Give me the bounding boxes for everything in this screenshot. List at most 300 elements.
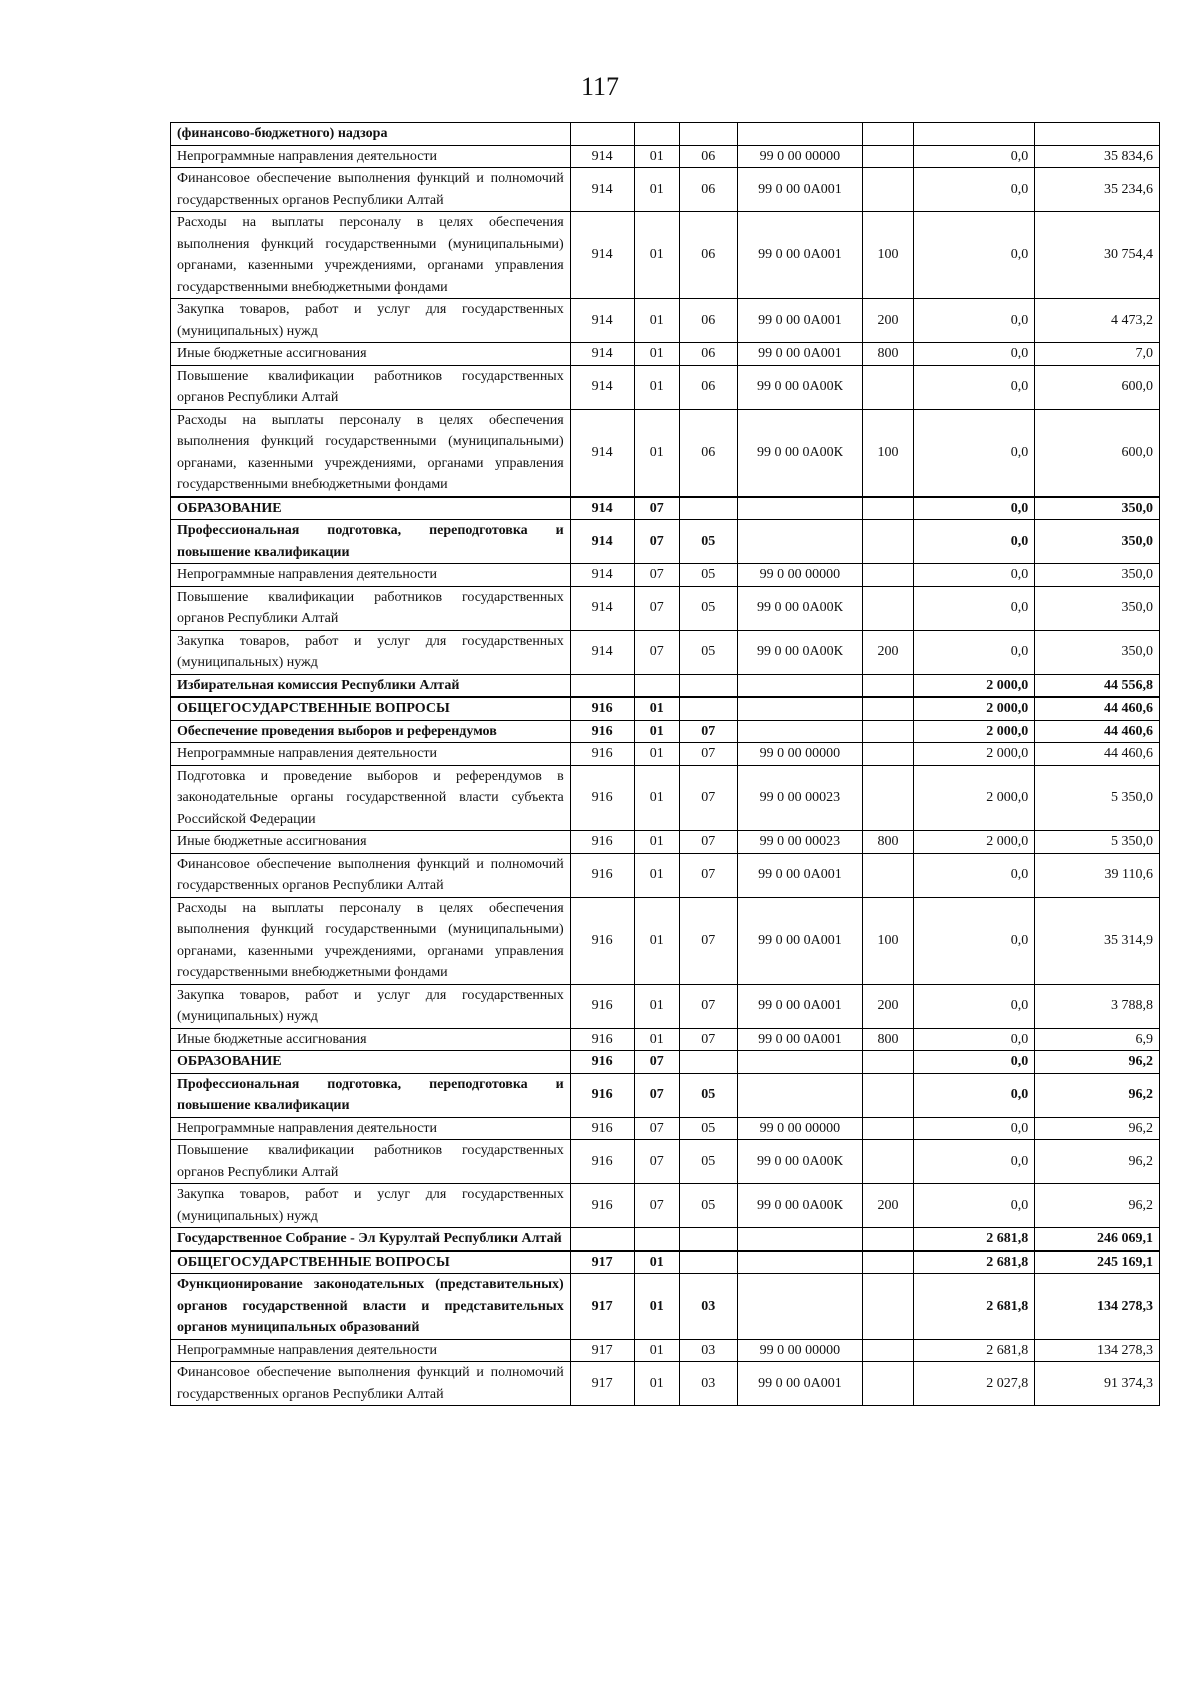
section-code xyxy=(634,123,679,146)
amount-1: 0,0 xyxy=(913,630,1035,674)
amount-2: 7,0 xyxy=(1035,343,1160,366)
ved-code xyxy=(570,1228,634,1251)
subsection-code: 03 xyxy=(679,1362,737,1406)
section-code: 01 xyxy=(634,343,679,366)
amount-1: 2 000,0 xyxy=(913,720,1035,743)
table-row xyxy=(171,674,1160,697)
row-name: Профессиональная подготовка, переподготовка и повышение квалификации xyxy=(171,520,571,564)
section-code: 01 xyxy=(634,1251,679,1274)
target-article-code: 99 0 00 0А001 xyxy=(737,984,863,1028)
table-row xyxy=(171,123,1160,146)
section-code: 01 xyxy=(634,743,679,766)
section-code: 07 xyxy=(634,1073,679,1117)
expense-type-code: 200 xyxy=(863,299,913,343)
subsection-code xyxy=(679,697,737,720)
target-article-code: 99 0 00 0А00К xyxy=(737,586,863,630)
table-row xyxy=(171,1117,1160,1140)
row-name: ОБРАЗОВАНИЕ xyxy=(171,497,571,520)
amount-1: 0,0 xyxy=(913,1028,1035,1051)
row-name: Непрограммные направления деятельности xyxy=(171,743,571,766)
subsection-code: 05 xyxy=(679,1140,737,1184)
ved-code: 916 xyxy=(570,697,634,720)
table-row xyxy=(171,145,1160,168)
section-code: 01 xyxy=(634,720,679,743)
subsection-code: 06 xyxy=(679,365,737,409)
expense-type-code xyxy=(863,720,913,743)
section-code: 07 xyxy=(634,497,679,520)
target-article-code: 99 0 00 00000 xyxy=(737,1339,863,1362)
row-name: Финансовое обеспечение выполнения функций и полномочий государственных органов Республики Алтай xyxy=(171,853,571,897)
section-code: 01 xyxy=(634,299,679,343)
amount-2: 246 069,1 xyxy=(1035,1228,1160,1251)
ved-code: 914 xyxy=(570,145,634,168)
row-name: Иные бюджетные ассигнования xyxy=(171,831,571,854)
amount-1: 0,0 xyxy=(913,168,1035,212)
target-article-code: 99 0 00 0А001 xyxy=(737,212,863,299)
row-name: Государственное Собрание - Эл Курултай Республики Алтай xyxy=(171,1228,571,1251)
table-row xyxy=(171,1028,1160,1051)
ved-code: 917 xyxy=(570,1362,634,1406)
table-row xyxy=(171,168,1160,212)
target-article-code: 99 0 00 0А001 xyxy=(737,853,863,897)
table-row xyxy=(171,743,1160,766)
target-article-code: 99 0 00 0А001 xyxy=(737,343,863,366)
row-name: ОБРАЗОВАНИЕ xyxy=(171,1051,571,1074)
amount-2: 600,0 xyxy=(1035,409,1160,497)
amount-2: 4 473,2 xyxy=(1035,299,1160,343)
target-article-code: 99 0 00 0А00К xyxy=(737,365,863,409)
section-code: 01 xyxy=(634,1028,679,1051)
section-code: 07 xyxy=(634,1140,679,1184)
amount-2: 6,9 xyxy=(1035,1028,1160,1051)
expense-type-code xyxy=(863,1339,913,1362)
section-code: 01 xyxy=(634,365,679,409)
section-code: 07 xyxy=(634,586,679,630)
subsection-code: 07 xyxy=(679,984,737,1028)
row-name: Финансовое обеспечение выполнения функций и полномочий государственных органов Республики Алтай xyxy=(171,168,571,212)
budget-table xyxy=(170,122,1160,1406)
row-name: Иные бюджетные ассигнования xyxy=(171,1028,571,1051)
expense-type-code xyxy=(863,145,913,168)
amount-1: 2 000,0 xyxy=(913,765,1035,831)
subsection-code: 05 xyxy=(679,1073,737,1117)
subsection-code: 06 xyxy=(679,299,737,343)
target-article-code xyxy=(737,497,863,520)
ved-code: 916 xyxy=(570,897,634,984)
amount-2: 134 278,3 xyxy=(1035,1274,1160,1340)
table-row xyxy=(171,1228,1160,1251)
target-article-code: 99 0 00 0А001 xyxy=(737,897,863,984)
section-code: 01 xyxy=(634,212,679,299)
expense-type-code xyxy=(863,853,913,897)
section-code xyxy=(634,1228,679,1251)
row-name: Закупка товаров, работ и услуг для государственных (муниципальных) нужд xyxy=(171,984,571,1028)
target-article-code xyxy=(737,123,863,146)
section-code: 01 xyxy=(634,897,679,984)
amount-2: 350,0 xyxy=(1035,497,1160,520)
amount-1: 2 027,8 xyxy=(913,1362,1035,1406)
section-code: 07 xyxy=(634,1117,679,1140)
target-article-code: 99 0 00 00000 xyxy=(737,1117,863,1140)
expense-type-code xyxy=(863,1140,913,1184)
expense-type-code xyxy=(863,697,913,720)
table-row xyxy=(171,409,1160,497)
amount-2: 35 234,6 xyxy=(1035,168,1160,212)
amount-2: 44 556,8 xyxy=(1035,674,1160,697)
amount-1: 0,0 xyxy=(913,299,1035,343)
subsection-code xyxy=(679,1228,737,1251)
amount-2: 96,2 xyxy=(1035,1140,1160,1184)
subsection-code: 07 xyxy=(679,720,737,743)
table-row xyxy=(171,1362,1160,1406)
amount-2: 91 374,3 xyxy=(1035,1362,1160,1406)
subsection-code: 06 xyxy=(679,343,737,366)
subsection-code: 05 xyxy=(679,1117,737,1140)
budget-table-body xyxy=(171,123,1160,1406)
amount-1: 0,0 xyxy=(913,897,1035,984)
subsection-code: 06 xyxy=(679,168,737,212)
ved-code: 914 xyxy=(570,409,634,497)
expense-type-code xyxy=(863,1362,913,1406)
ved-code: 916 xyxy=(570,984,634,1028)
expense-type-code xyxy=(863,1117,913,1140)
amount-2: 600,0 xyxy=(1035,365,1160,409)
amount-2: 39 110,6 xyxy=(1035,853,1160,897)
table-row xyxy=(171,765,1160,831)
table-row xyxy=(171,299,1160,343)
ved-code: 916 xyxy=(570,1051,634,1074)
target-article-code: 99 0 00 0А00К xyxy=(737,409,863,497)
ved-code: 916 xyxy=(570,1140,634,1184)
amount-1: 0,0 xyxy=(913,343,1035,366)
expense-type-code xyxy=(863,123,913,146)
section-code: 01 xyxy=(634,984,679,1028)
target-article-code xyxy=(737,1251,863,1274)
subsection-code: 06 xyxy=(679,409,737,497)
ved-code: 914 xyxy=(570,586,634,630)
row-name: Непрограммные направления деятельности xyxy=(171,145,571,168)
expense-type-code xyxy=(863,1228,913,1251)
target-article-code xyxy=(737,1073,863,1117)
amount-1: 2 000,0 xyxy=(913,674,1035,697)
expense-type-code xyxy=(863,564,913,587)
row-name: Подготовка и проведение выборов и референдумов в законодательные органы государственной власти субъекта Российской Федерации xyxy=(171,765,571,831)
expense-type-code xyxy=(863,1073,913,1117)
table-row xyxy=(171,853,1160,897)
ved-code: 914 xyxy=(570,299,634,343)
subsection-code: 03 xyxy=(679,1339,737,1362)
amount-2: 245 169,1 xyxy=(1035,1251,1160,1274)
row-name: Функционирование законодательных (представительных) органов государственной власти и представительных органов муниципальных образований xyxy=(171,1274,571,1340)
expense-type-code xyxy=(863,1251,913,1274)
subsection-code: 07 xyxy=(679,831,737,854)
amount-2: 350,0 xyxy=(1035,564,1160,587)
section-code xyxy=(634,674,679,697)
target-article-code: 99 0 00 0А001 xyxy=(737,1362,863,1406)
section-code: 01 xyxy=(634,1274,679,1340)
subsection-code: 05 xyxy=(679,586,737,630)
target-article-code: 99 0 00 0А001 xyxy=(737,168,863,212)
row-name: Расходы на выплаты персоналу в целях обеспечения выполнения функций государственными (муниципальными) органами, казенными учреждениями, органами управления государственными внебюджетными фондами xyxy=(171,897,571,984)
amount-1: 0,0 xyxy=(913,1051,1035,1074)
expense-type-code: 100 xyxy=(863,212,913,299)
ved-code: 916 xyxy=(570,743,634,766)
ved-code: 916 xyxy=(570,1028,634,1051)
table-row xyxy=(171,212,1160,299)
amount-2: 96,2 xyxy=(1035,1117,1160,1140)
table-row xyxy=(171,520,1160,564)
ved-code: 914 xyxy=(570,365,634,409)
subsection-code: 05 xyxy=(679,630,737,674)
amount-1: 0,0 xyxy=(913,586,1035,630)
section-code: 01 xyxy=(634,831,679,854)
amount-2: 44 460,6 xyxy=(1035,743,1160,766)
amount-1: 2 000,0 xyxy=(913,743,1035,766)
expense-type-code xyxy=(863,365,913,409)
ved-code: 916 xyxy=(570,831,634,854)
amount-1: 0,0 xyxy=(913,1117,1035,1140)
amount-1: 2 000,0 xyxy=(913,697,1035,720)
table-row xyxy=(171,831,1160,854)
amount-1: 0,0 xyxy=(913,145,1035,168)
table-row xyxy=(171,1339,1160,1362)
amount-1: 0,0 xyxy=(913,497,1035,520)
amount-2: 96,2 xyxy=(1035,1184,1160,1228)
ved-code: 916 xyxy=(570,1073,634,1117)
section-code: 01 xyxy=(634,765,679,831)
subsection-code xyxy=(679,1051,737,1074)
section-code: 01 xyxy=(634,853,679,897)
row-name: Закупка товаров, работ и услуг для государственных (муниципальных) нужд xyxy=(171,1184,571,1228)
amount-1: 0,0 xyxy=(913,564,1035,587)
target-article-code: 99 0 00 00023 xyxy=(737,765,863,831)
row-name: Непрограммные направления деятельности xyxy=(171,1117,571,1140)
target-article-code: 99 0 00 00000 xyxy=(737,564,863,587)
amount-1: 0,0 xyxy=(913,409,1035,497)
section-code: 07 xyxy=(634,1051,679,1074)
expense-type-code xyxy=(863,674,913,697)
expense-type-code: 800 xyxy=(863,1028,913,1051)
page-number: 117 xyxy=(580,72,620,101)
expense-type-code: 200 xyxy=(863,984,913,1028)
row-name: Закупка товаров, работ и услуг для государственных (муниципальных) нужд xyxy=(171,299,571,343)
target-article-code xyxy=(737,1228,863,1251)
amount-1: 2 681,8 xyxy=(913,1339,1035,1362)
subsection-code xyxy=(679,674,737,697)
target-article-code: 99 0 00 00000 xyxy=(737,145,863,168)
section-code: 01 xyxy=(634,145,679,168)
amount-1: 0,0 xyxy=(913,520,1035,564)
expense-type-code: 200 xyxy=(863,630,913,674)
expense-type-code: 800 xyxy=(863,831,913,854)
amount-1: 0,0 xyxy=(913,212,1035,299)
expense-type-code xyxy=(863,1051,913,1074)
expense-type-code xyxy=(863,520,913,564)
target-article-code xyxy=(737,674,863,697)
amount-1 xyxy=(913,123,1035,146)
table-row xyxy=(171,343,1160,366)
row-name: Закупка товаров, работ и услуг для государственных (муниципальных) нужд xyxy=(171,630,571,674)
table-row xyxy=(171,1274,1160,1340)
target-article-code xyxy=(737,520,863,564)
table-row xyxy=(171,497,1160,520)
ved-code: 914 xyxy=(570,168,634,212)
target-article-code: 99 0 00 0А001 xyxy=(737,1028,863,1051)
ved-code: 914 xyxy=(570,212,634,299)
amount-1: 0,0 xyxy=(913,1073,1035,1117)
amount-2 xyxy=(1035,123,1160,146)
ved-code: 916 xyxy=(570,765,634,831)
amount-1: 2 000,0 xyxy=(913,831,1035,854)
subsection-code: 07 xyxy=(679,853,737,897)
section-code: 01 xyxy=(634,1362,679,1406)
table-row xyxy=(171,1140,1160,1184)
amount-2: 44 460,6 xyxy=(1035,697,1160,720)
table-row xyxy=(171,897,1160,984)
target-article-code: 99 0 00 0А00К xyxy=(737,1184,863,1228)
section-code: 01 xyxy=(634,1339,679,1362)
amount-1: 0,0 xyxy=(913,365,1035,409)
expense-type-code: 200 xyxy=(863,1184,913,1228)
row-name: Обеспечение проведения выборов и референдумов xyxy=(171,720,571,743)
ved-code xyxy=(570,674,634,697)
section-code: 07 xyxy=(634,520,679,564)
ved-code: 914 xyxy=(570,564,634,587)
row-name: Повышение квалификации работников государственных органов Республики Алтай xyxy=(171,1140,571,1184)
amount-1: 2 681,8 xyxy=(913,1228,1035,1251)
row-name: Финансовое обеспечение выполнения функций и полномочий государственных органов Республики Алтай xyxy=(171,1362,571,1406)
subsection-code xyxy=(679,123,737,146)
amount-2: 350,0 xyxy=(1035,630,1160,674)
section-code: 07 xyxy=(634,564,679,587)
row-name: Избирательная комиссия Республики Алтай xyxy=(171,674,571,697)
expense-type-code xyxy=(863,168,913,212)
expense-type-code xyxy=(863,765,913,831)
row-name: Иные бюджетные ассигнования xyxy=(171,343,571,366)
table-row xyxy=(171,365,1160,409)
subsection-code: 07 xyxy=(679,897,737,984)
section-code: 07 xyxy=(634,1184,679,1228)
amount-1: 0,0 xyxy=(913,984,1035,1028)
subsection-code: 07 xyxy=(679,743,737,766)
ved-code xyxy=(570,123,634,146)
target-article-code xyxy=(737,1051,863,1074)
table-row xyxy=(171,984,1160,1028)
amount-2: 30 754,4 xyxy=(1035,212,1160,299)
section-code: 07 xyxy=(634,630,679,674)
expense-type-code: 100 xyxy=(863,897,913,984)
row-name: (финансово-бюджетного) надзора xyxy=(171,123,571,146)
subsection-code: 03 xyxy=(679,1274,737,1340)
amount-1: 0,0 xyxy=(913,853,1035,897)
amount-2: 350,0 xyxy=(1035,586,1160,630)
amount-2: 134 278,3 xyxy=(1035,1339,1160,1362)
target-article-code xyxy=(737,720,863,743)
ved-code: 914 xyxy=(570,497,634,520)
table-row xyxy=(171,1251,1160,1274)
amount-1: 0,0 xyxy=(913,1184,1035,1228)
amount-2: 35 834,6 xyxy=(1035,145,1160,168)
subsection-code: 05 xyxy=(679,1184,737,1228)
amount-1: 2 681,8 xyxy=(913,1274,1035,1340)
subsection-code: 07 xyxy=(679,1028,737,1051)
row-name: Непрограммные направления деятельности xyxy=(171,564,571,587)
row-name: Повышение квалификации работников государственных органов Республики Алтай xyxy=(171,586,571,630)
row-name: Непрограммные направления деятельности xyxy=(171,1339,571,1362)
ved-code: 914 xyxy=(570,630,634,674)
row-name: Расходы на выплаты персоналу в целях обеспечения выполнения функций государственными (муниципальными) органами, казенными учреждениями, органами управления государственными внебюджетными фондами xyxy=(171,212,571,299)
subsection-code: 06 xyxy=(679,212,737,299)
ved-code: 917 xyxy=(570,1274,634,1340)
ved-code: 917 xyxy=(570,1339,634,1362)
ved-code: 917 xyxy=(570,1251,634,1274)
subsection-code: 05 xyxy=(679,564,737,587)
table-row xyxy=(171,1051,1160,1074)
amount-2: 5 350,0 xyxy=(1035,765,1160,831)
ved-code: 916 xyxy=(570,1117,634,1140)
target-article-code xyxy=(737,697,863,720)
amount-2: 44 460,6 xyxy=(1035,720,1160,743)
subsection-code: 07 xyxy=(679,765,737,831)
ved-code: 914 xyxy=(570,520,634,564)
table-row xyxy=(171,1184,1160,1228)
expense-type-code: 800 xyxy=(863,343,913,366)
target-article-code: 99 0 00 0А001 xyxy=(737,299,863,343)
table-row xyxy=(171,697,1160,720)
amount-1: 2 681,8 xyxy=(913,1251,1035,1274)
table-row xyxy=(171,564,1160,587)
expense-type-code xyxy=(863,1274,913,1340)
target-article-code: 99 0 00 0А00К xyxy=(737,1140,863,1184)
amount-2: 96,2 xyxy=(1035,1051,1160,1074)
row-name: ОБЩЕГОСУДАРСТВЕННЫЕ ВОПРОСЫ xyxy=(171,1251,571,1274)
row-name: Повышение квалификации работников государственных органов Республики Алтай xyxy=(171,365,571,409)
table-row xyxy=(171,630,1160,674)
amount-2: 3 788,8 xyxy=(1035,984,1160,1028)
subsection-code: 06 xyxy=(679,145,737,168)
table-row xyxy=(171,720,1160,743)
section-code: 01 xyxy=(634,168,679,212)
expense-type-code xyxy=(863,743,913,766)
row-name: ОБЩЕГОСУДАРСТВЕННЫЕ ВОПРОСЫ xyxy=(171,697,571,720)
table-row xyxy=(171,586,1160,630)
target-article-code: 99 0 00 0А00К xyxy=(737,630,863,674)
subsection-code xyxy=(679,1251,737,1274)
row-name: Расходы на выплаты персоналу в целях обеспечения выполнения функций государственными (муниципальными) органами, казенными учреждениями, органами управления государственными внебюджетными фондами xyxy=(171,409,571,497)
ved-code: 916 xyxy=(570,1184,634,1228)
ved-code: 914 xyxy=(570,343,634,366)
ved-code: 916 xyxy=(570,853,634,897)
row-name: Профессиональная подготовка, переподготовка и повышение квалификации xyxy=(171,1073,571,1117)
expense-type-code: 100 xyxy=(863,409,913,497)
section-code: 01 xyxy=(634,697,679,720)
subsection-code xyxy=(679,497,737,520)
subsection-code: 05 xyxy=(679,520,737,564)
ved-code: 916 xyxy=(570,720,634,743)
section-code: 01 xyxy=(634,409,679,497)
target-article-code xyxy=(737,1274,863,1340)
target-article-code: 99 0 00 00023 xyxy=(737,831,863,854)
amount-2: 5 350,0 xyxy=(1035,831,1160,854)
amount-2: 350,0 xyxy=(1035,520,1160,564)
amount-1: 0,0 xyxy=(913,1140,1035,1184)
table-row xyxy=(171,1073,1160,1117)
expense-type-code xyxy=(863,586,913,630)
amount-2: 35 314,9 xyxy=(1035,897,1160,984)
target-article-code: 99 0 00 00000 xyxy=(737,743,863,766)
expense-type-code xyxy=(863,497,913,520)
amount-2: 96,2 xyxy=(1035,1073,1160,1117)
